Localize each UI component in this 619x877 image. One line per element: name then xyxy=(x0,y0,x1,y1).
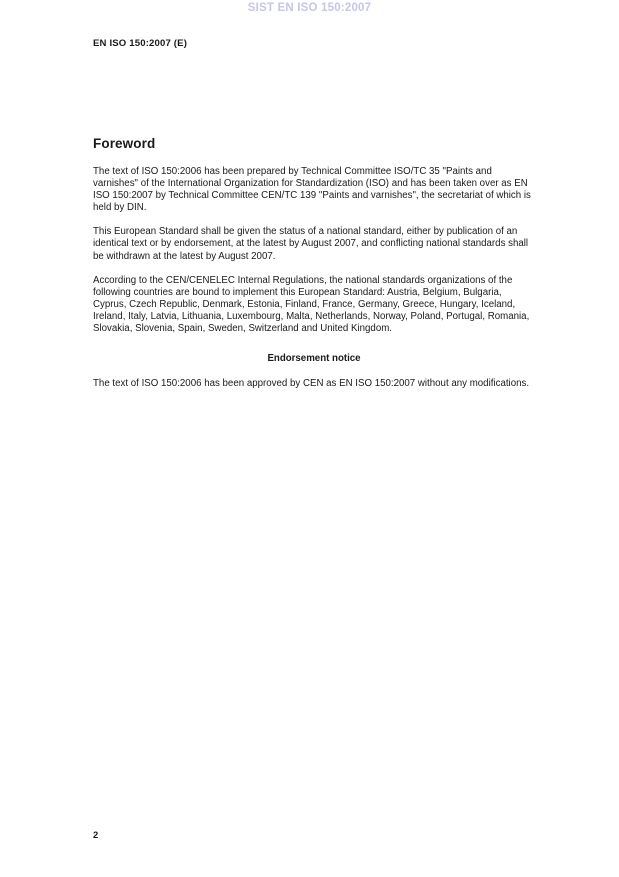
endorsement-notice-heading: Endorsement notice xyxy=(267,353,361,365)
foreword-body xyxy=(93,166,535,402)
foreword-paragraph-3: According to the CEN/CENELEC Internal Regulations, the national standards organizations of the following countries are bound to implement this European Standard: Austria, Belgium, Bulgaria, Cyprus, Czech Republic, Denmark, Estonia, Finland, France, Germany, Greece, Hungary, Iceland, Ireland, Italy, Latvia, Lithuania, Luxembourg, Malta, Netherlands, Norway, Poland, Portugal, Romania, Slovakia, Slovenia, Spain, Sweden, Switzerland and United Kingdom. xyxy=(93,274,530,335)
document-standard-header: EN ISO 150:2007 (E) xyxy=(93,38,188,49)
page-title: Foreword xyxy=(93,136,156,152)
endorsement-notice-text: The text of ISO 150:2006 has been approved by CEN as EN ISO 150:2007 without any modifications. xyxy=(93,378,530,390)
foreword-paragraph-2: This European Standard shall be given the status of a national standard, either by publication of an identical text or by endorsement, at the latest by August 2007, and conflicting national standards shall be withdrawn at the latest by August 2007. xyxy=(93,226,529,262)
foreword-paragraph-1: The text of ISO 150:2006 has been prepared by Technical Committee ISO/TC 35 "Paints and varnishes" of the International Organization for Standardization (ISO) and has been taken over as EN ISO 150:2007 by Technical Committee CEN/TC 139 "Paints and varnishes", the secretariat of which is held by DIN. xyxy=(93,166,531,214)
watermark-header: SIST EN ISO 150:2007 xyxy=(247,2,372,14)
page-number: 2 xyxy=(93,829,99,840)
